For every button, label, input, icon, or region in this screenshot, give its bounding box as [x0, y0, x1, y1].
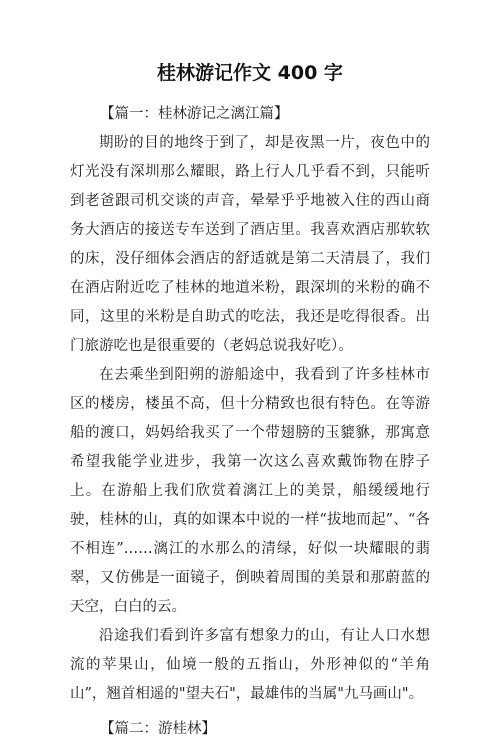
section-heading-1: 【篇一：桂林游记之漓江篇】 — [100, 106, 289, 122]
paragraph-1: 期盼的目的地终于到了，却是夜黑一片，夜色中的灯光没有深圳那么耀眼，路上行人几乎看不到，只能听到老爸跟司机交谈的声音，晕晕乎乎地被入住的西山商务大酒店的接送专车送到了酒店里。我喜欢酒店那软软的床，没仔细体会酒店的舒适就是第二天清晨了，我们在酒店附近吃了桂林的地道米粉，跟深圳的米粉的确不同，这里的米粉是自助式的吃法，我还是吃得很香。出门旅游吃也是很重要的（老妈总说我好吃）。 — [70, 135, 430, 354]
page-title: 桂林游记作文 400 字 — [157, 62, 343, 84]
section-heading-2: 【篇二：游桂林】 — [100, 721, 216, 737]
paragraph-3: 沿途我们看到许多富有想象力的山，有让人口水想流的苹果山，仙境一般的五指山，外形神似的“羊角山”，翘首相遥的"望夫石"，最雄伟的当属"九马画山"。 — [70, 628, 430, 702]
paragraph-2: 在去乘坐到阳朔的游船途中，我看到了许多桂林市区的楼房，楼虽不高，但十分精致也很有特色。在等游船的渡口，妈妈给我买了一个带翅膀的玉貔貅，那寓意希望我能学业进步，我第一次这么喜欢戴饰物在脖子上。在游船上我们欣赏着漓江上的美景，船缓缓地行驶，桂林的山，真的如课本中说的一样“拔地而起”、“各不相连”……漓江的水那么的清绿，好似一块耀眼的翡翠，又仿佛是一面镜子，倒映着周围的美景和那蔚蓝的天空，白白的云。 — [70, 367, 430, 615]
